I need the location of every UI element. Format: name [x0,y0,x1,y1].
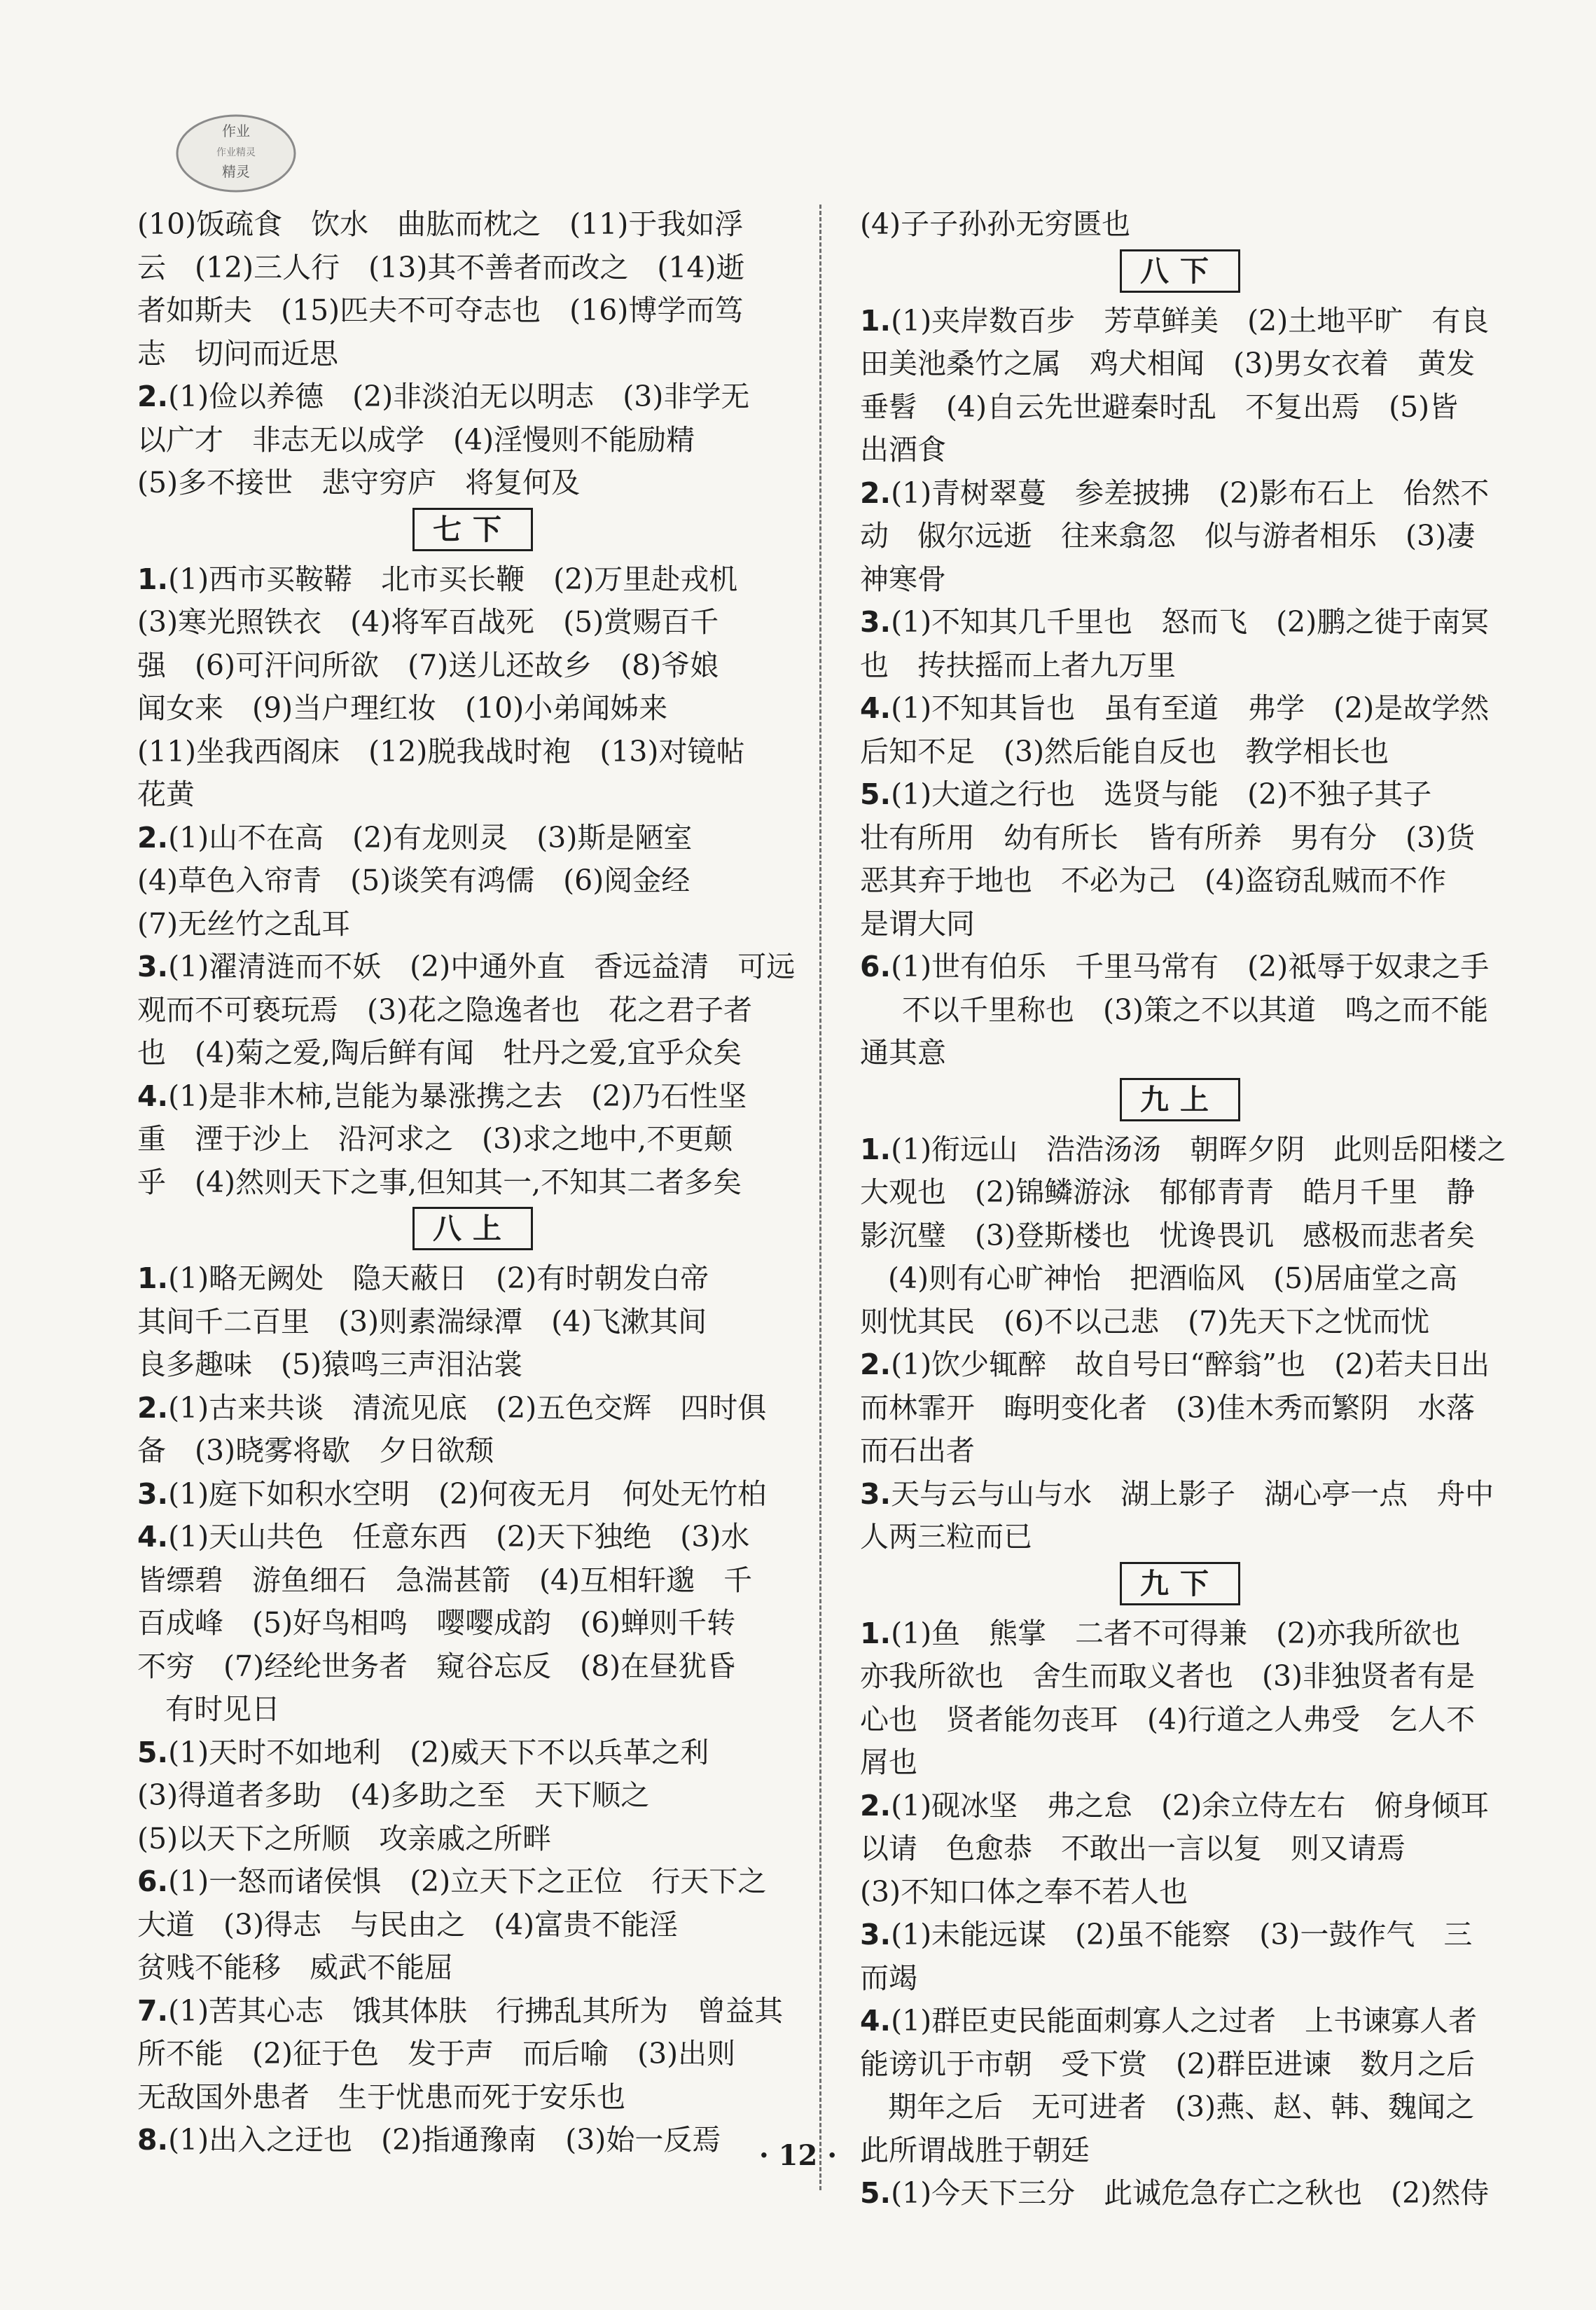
answer-text: (1)濯清涟而不妖 (2)中通外直 香远益清 可远 [168,950,796,983]
answer-text: (1)衔远山 浩浩汤汤 朝晖夕阴 此则岳阳楼之 [891,1132,1506,1166]
answer-text: 垂髫 (4)自云先世避秦时乱 不复出焉 (5)皆 [860,389,1459,424]
answer-text: 皆缥碧 游鱼细石 急湍甚箭 (4)互相轩邈 千 [137,1563,753,1597]
answer-text: (1)饮少辄醉 故自号曰“醉翁”也 (2)若夫日出 [891,1348,1490,1381]
answer-text: (1)山不在高 (2)有龙则灵 (3)斯是陋室 [168,820,693,855]
answer-line [860,1128,1506,1172]
answer-text: 贫贱不能移 威武不能屈 [137,1951,453,1984]
question-number: 6. [860,950,891,983]
answer-text: (5)以天下之所顺 攻亲戚之所畔 [137,1821,552,1855]
stamp-text-middle: 作业精灵 [216,147,256,158]
stamp-text-bottom: 精灵 [222,163,250,180]
answer-line [860,203,1500,247]
answer-text: (1)古来共谈 清流见底 (2)五色交辉 四时俱 [168,1390,767,1425]
answer-text: 后知不足 (3)然后能自反也 教学相长也 [860,734,1389,768]
answer-line [137,946,808,989]
question-number: 5. [137,1735,169,1769]
answer-line [860,1430,1500,1473]
answer-text: (1)今天下三分 此诚危急存亡之秋也 (2)然侍 [891,2176,1490,2210]
answer-text: 大观也 (2)锦鳞游泳 郁郁青青 皓月千里 静 [860,1175,1476,1209]
answer-text: 所不能 (2)征于色 发于声 而后喻 (3)出则 [137,2037,736,2070]
question-number: 4. [860,691,891,725]
answer-line [860,644,1500,688]
answer-text: 无敌国外患者 生于忧患而死于安乐也 [137,2080,625,2114]
answer-line [860,1914,1500,1957]
answer-line [860,472,1500,516]
question-number: 6. [137,1865,169,1898]
answer-text: 者如斯夫 (15)匹夫不可夺志也 (16)博学而笃 [137,293,744,327]
answer-text: 良多趣味 (5)猿鸣三声泪沾裳 [137,1348,523,1381]
section-heading-label: 七下 [412,508,533,551]
answer-text: (1)未能远谋 (2)虽不能察 (3)一鼓作气 三 [891,1918,1473,1951]
answer-line [137,2033,808,2076]
answer-text: 人两三粒而已 [860,1520,1032,1554]
section-heading-label: 九上 [1120,1078,1240,1121]
answer-text: 也 抟扶摇而上者九万里 [860,648,1176,682]
answer-line [137,859,808,903]
answer-line [137,289,808,333]
question-number: 1. [860,1132,891,1166]
answer-line [137,2076,808,2119]
answer-text: (1)夹岸数百步 芳草鲜美 (2)土地平旷 有良 [891,303,1490,338]
question-number: 2. [137,1390,169,1425]
answer-text: 以请 色愈恭 不敢出一言以复 则又请焉 [860,1832,1406,1865]
answer-text: 备 (3)晓雾将歇 夕日欲颓 [137,1434,494,1467]
question-number: 1. [137,562,169,596]
column-divider [819,205,821,2190]
answer-text: 则忧其民 (6)不以己悲 (7)先天下之忧而忧 [860,1304,1430,1339]
watermark-stamp [174,112,298,195]
answer-text: (1)天时不如地利 (2)威天下不以兵革之利 [168,1735,709,1769]
answer-line [137,1516,808,1559]
section-heading [137,508,808,554]
answer-text: (1)鱼 熊掌 二者不可得兼 (2)亦我所欲也 [891,1616,1461,1650]
answer-line [860,515,1500,558]
answer-line [137,1990,808,2033]
answer-text: 出酒食 [860,433,946,466]
answer-line [860,1032,1500,1075]
answer-text: (5)多不接世 悲守穷庐 将复何及 [137,466,581,499]
answer-line [860,2000,1500,2043]
answer-line [860,1612,1500,1656]
answer-line [860,1871,1500,1914]
right-answer-column [860,203,1506,2215]
answer-line [860,558,1500,602]
answer-line [137,1430,808,1473]
answer-text: 神寒骨 [860,562,946,596]
answer-text: (1)不知其旨也 虽有至道 弗学 (2)是故学然 [891,691,1490,725]
answer-line [137,1343,808,1387]
answer-line [137,989,808,1032]
answer-line [860,601,1500,644]
answer-text: 而竭 [860,1960,917,1995]
question-number: 1. [137,1261,169,1295]
question-number: 4. [137,1079,169,1113]
answer-line [137,333,808,376]
answer-line [137,558,808,602]
answer-line [137,247,808,290]
answer-line [137,1118,808,1161]
answer-text: (4)则有心旷神怡 把酒临风 (5)居庙堂之高 [888,1261,1458,1295]
answer-line [860,903,1500,946]
answer-line [137,1731,808,1775]
answer-text: (1)俭以养德 (2)非淡泊无以明志 (3)非学无 [168,380,750,413]
answer-text: 闻女来 (9)当户理红妆 (10)小弟闻姊来 [137,691,668,725]
answer-line [137,601,808,644]
section-heading [860,1078,1500,1124]
answer-text: 花黄 [137,777,195,811]
answer-line [860,1655,1500,1699]
answer-line [860,2172,1500,2215]
question-number: 7. [137,1993,169,2028]
answer-line [137,1818,808,1861]
answer-text: 观而不可亵玩焉 (3)花之隐逸者也 花之君子者 [137,993,753,1027]
answer-line [860,1387,1500,1430]
answer-text: (11)坐我西阁床 (12)脱我战时袍 (13)对镜帖 [137,734,745,768]
question-number: 5. [860,2176,891,2210]
answer-line [860,1473,1500,1516]
answer-line [860,1516,1500,1559]
answer-text: (1)世有伯乐 千里马常有 (2)祗辱于奴隶之手 [891,950,1490,983]
answer-text: (1)不知其几千里也 怒而飞 (2)鹏之徙于南冥 [891,605,1490,639]
answer-text: 能谤讥于市朝 受下赏 (2)群臣进谏 数月之后 [860,2047,1476,2081]
question-number: 4. [137,1520,169,1554]
answer-text: (1)一怒而诸侯惧 (2)立天下之正位 行天下之 [168,1865,767,1898]
answer-line [137,687,808,731]
answer-text: (4)草色入帘青 (5)谈笑有鸿儒 (6)阅金经 [137,864,691,897]
answer-line [137,1774,808,1818]
answer-line [860,989,1500,1032]
answer-text: 志 切问而近思 [137,336,338,371]
answer-line [137,1645,808,1689]
question-number: 2. [860,476,891,510]
question-number: 2. [137,380,169,413]
answer-text: (1)出入之迂也 (2)指通豫南 (3)始一反焉 [168,2123,721,2157]
question-number: 3. [860,1918,891,1951]
answer-text: 不穷 (7)经纶世务者 窥谷忘反 (8)在昼犹昏 [137,1649,736,1683]
answer-text: 此所谓战胜于朝廷 [860,2133,1090,2167]
section-heading-label: 九下 [1120,1562,1240,1605]
answer-text: (3)不知口体之奉不若人也 [860,1874,1188,1909]
answer-line [137,1946,808,1990]
answer-text: 影沉璧 (3)登斯楼也 忧谗畏讥 感极而悲者矣 [860,1218,1476,1252]
answer-line [860,859,1500,903]
answer-text: (3)寒光照铁衣 (4)将军百战死 (5)赏赐百千 [137,605,719,639]
question-number: 3. [860,605,891,639]
answer-text: 乎 (4)然则天下之事,但知其一,不知其二者多矣 [137,1165,742,1199]
answer-line [860,386,1500,429]
answer-text: 期年之后 无可进者 (3)燕、赵、韩、魏闻之 [888,2090,1475,2124]
question-number: 3. [860,1476,891,1511]
answer-line [860,1699,1500,1742]
answer-text: 百成峰 (5)好鸟相鸣 嘤嘤成韵 (6)蝉则千转 [137,1606,736,1640]
answer-line [137,1257,808,1301]
answer-line [860,1301,1500,1344]
question-number: 2. [860,1788,891,1823]
answer-text: 心也 贤者能勿丧耳 (4)行道之人弗受 乞人不 [860,1702,1476,1736]
answer-line [137,375,808,419]
answer-text: 动 俶尔远逝 往来翕忽 似与游者相乐 (3)凄 [860,519,1476,553]
answer-line [137,462,808,505]
answer-line [860,300,1500,343]
answer-text: (1)西市买鞍鞯 北市买长鞭 (2)万里赴戎机 [168,562,738,596]
answer-line [137,1032,808,1075]
answer-line [860,2086,1500,2129]
answer-text: (1)苦其心志 饿其体肤 行拂乱其所为 曾益其 [168,1993,784,2028]
question-number: 3. [137,1476,169,1511]
answer-text: 以广才 非志无以成学 (4)淫慢则不能励精 [137,422,695,457]
answer-text: (1)大道之行也 选贤与能 (2)不独子其子 [891,777,1432,811]
question-number: 1. [860,1616,891,1650]
page-number: · 12 · [758,2139,838,2172]
answer-text: 也 (4)菊之爱,陶后鲜有闻 牡丹之爱,宜乎众矣 [137,1036,742,1070]
answer-line [137,1602,808,1645]
answer-text: 屑也 [860,1745,917,1779]
answer-line [860,946,1500,989]
answer-line [137,419,808,462]
section-heading-label: 八下 [1120,249,1240,293]
answer-line [137,1161,808,1205]
answer-text: (1)庭下如积水空明 (2)何夜无月 何处无竹柏 [168,1476,767,1511]
stamp-text-top: 作业 [222,123,250,139]
answer-line [860,1785,1500,1828]
answer-text: 有时见日 [165,1692,280,1726]
question-number: 8. [137,2123,169,2157]
answer-line [137,1387,808,1430]
answer-line [137,773,808,817]
question-number: 5. [860,777,891,811]
answer-text: 恶其弃于地也 不必为己 (4)盗窃乱贼而不作 [860,864,1447,897]
answer-line [137,1559,808,1603]
answer-text: 云 (12)三人行 (13)其不善者而改之 (14)逝 [137,250,745,284]
answer-line [860,1257,1500,1301]
answer-line [860,1171,1500,1215]
answer-line [137,1904,808,1947]
answer-line [860,817,1500,860]
answer-text: (1)是非木柿,岂能为暴涨携之去 (2)乃石性坚 [168,1079,747,1113]
answer-text: (1)略无阙处 隐天蔽日 (2)有时朝发白帝 [168,1261,709,1295]
answer-text: 其间千二百里 (3)则素湍绿潭 (4)飞漱其间 [137,1304,707,1339]
answer-text: 壮有所用 幼有所长 皆有所养 男有分 (3)货 [860,820,1476,855]
answer-text: (4)子子孙孙无穷匮也 [860,207,1131,241]
answer-text: 田美池桑竹之属 鸡犬相闻 (3)男女衣着 黄发 [860,347,1476,380]
answer-line [860,1343,1500,1387]
answer-line [860,1957,1500,2000]
section-heading [860,249,1500,296]
answer-text: (3)得道者多助 (4)多助之至 天下顺之 [137,1778,650,1812]
answer-line [860,1215,1500,1258]
answer-text: (1)青树翠蔓 参差披拂 (2)影布石上 佁然不 [891,476,1490,510]
answer-line [860,2043,1500,2087]
left-answer-column [137,203,808,2162]
answer-text: (10)饭疏食 饮水 曲肱而枕之 (11)于我如浮 [137,207,744,241]
section-heading [860,1562,1500,1608]
answer-line [860,429,1500,472]
answer-line [137,1688,808,1731]
answer-line [137,203,808,247]
section-heading-label: 八上 [412,1207,533,1250]
answer-line [860,773,1500,817]
answer-text: 而林霏开 晦明变化者 (3)佳木秀而繁阴 水落 [860,1390,1476,1425]
answer-text: (1)群臣吏民能面刺寡人之过者 上书谏寡人者 [891,2004,1478,2038]
answer-text: 重 湮于沙上 沿河求之 (3)求之地中,不更颠 [137,1122,733,1156]
answer-line [860,1741,1500,1785]
question-number: 2. [860,1348,891,1381]
answer-text: 是谓大同 [860,906,975,941]
answer-text: 大道 (3)得志 与民由之 (4)富贵不能淫 [137,1907,679,1942]
question-number: 2. [137,820,169,855]
answer-text: (1)砚冰坚 弗之怠 (2)余立侍左右 俯身倾耳 [891,1788,1490,1823]
question-number: 1. [860,303,891,338]
answer-line [860,1827,1500,1871]
answer-line [137,903,808,946]
answer-line [137,1473,808,1516]
answer-line [137,1075,808,1119]
answer-line [137,644,808,688]
answer-line [137,1301,808,1344]
answer-text: 天与云与山与水 湖上影子 湖心亭一点 舟中 [891,1476,1494,1511]
answer-text: 通其意 [860,1036,946,1070]
answer-line [860,731,1500,774]
section-heading [137,1207,808,1253]
answer-text: (1)天山共色 任意东西 (2)天下独绝 (3)水 [168,1520,750,1554]
question-number: 3. [137,950,169,983]
answer-text: 而石出者 [860,1434,975,1467]
question-number: 4. [860,2004,891,2038]
answer-text: 亦我所欲也 舍生而取义者也 (3)非独贤者有是 [860,1659,1476,1693]
answer-line [860,687,1500,731]
answer-text: (7)无丝竹之乱耳 [137,906,351,941]
answer-line [137,731,808,774]
answer-line [860,343,1500,386]
answer-line [137,817,808,860]
answer-line [137,1860,808,1904]
answer-text: 不以千里称也 (3)策之不以其道 鸣之而不能 [902,993,1489,1027]
answer-text: 强 (6)可汗问所欲 (7)送儿还故乡 (8)爷娘 [137,648,719,682]
